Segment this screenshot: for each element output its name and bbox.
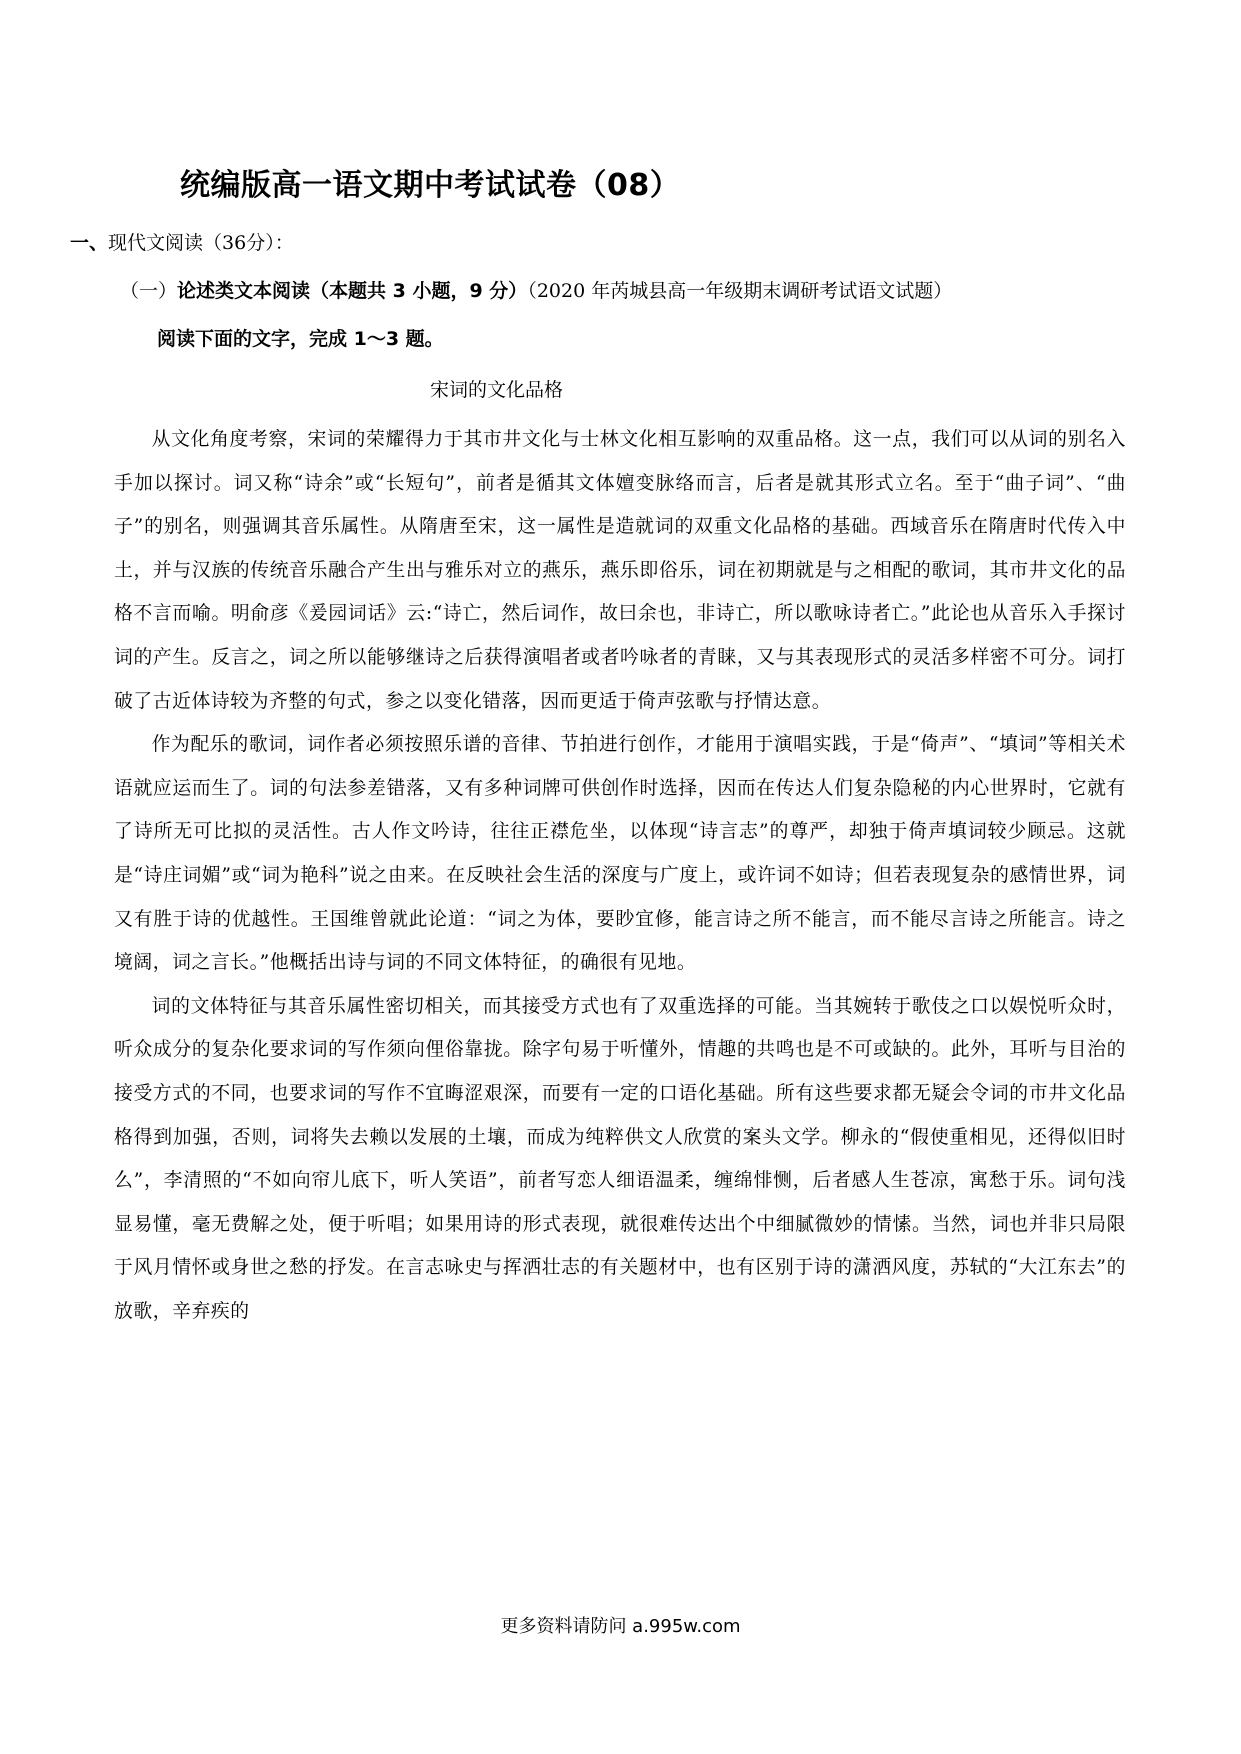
- article-paragraph: 从文化角度考察，宋词的荣耀得力于其市井文化与士林文化相互影响的双重品格。这一点，我们可以从词的别名入手加以探讨。词又称“诗余”或“长短句”，前者是循其文体嬗变脉络而言，后者是就其形式立名。至于“曲子词”、“曲子”的别名，则强调其音乐属性。从隋唐至宋，这一属性是造就词的双重文化品格的基础。西域音乐在隋唐时代传入中土，并与汉族的传统音乐融合产生出与雅乐对立的燕乐，燕乐即俗乐，词在初期就是与之相配的歌词，其市井文化的品格不言而喻。明俞彦《爰园词话》云:“诗亡，然后词作，故曰余也，非诗亡，所以歌咏诗者亡。”此论也从音乐入手探讨词的产生。反言之，词之所以能够继诗之后获得演唱者或者吟咏者的青睐，又与其表现形式的灵活多样密不可分。词打破了古近体诗较为齐整的句式，参之以变化错落，因而更适于倚声弦歌与抒情达意。: [114, 429, 1126, 712]
- reading-instruction: 阅读下面的文字，完成 1～3 题。: [157, 328, 444, 350]
- article-body: [114, 418, 1126, 1333]
- article-paragraph: 词的文体特征与其音乐属性密切相关，而其接受方式也有了双重选择的可能。当其婉转于歌伎之口以娱悦听众时，听众成分的复杂化要求词的写作须向俚俗靠拢。除字句易于听懂外，情趣的共鸣也是不可或缺的。此外，耳听与目治的接受方式的不同，也要求词的写作不宜晦涩艰深，而要有一定的口语化基础。所有这些要求都无疑会令词的市井文化品格得到加强，否则，词将失去赖以发展的土壤，而成为纯粹供文人欣赏的案头文学。柳永的“假使重相见，还得似旧时么”，李清照的“不如向帘儿底下，听人笑语”，前者写恋人细语温柔，缠绵悱恻，后者感人生苍凉，寓愁于乐。词句浅显易懂，毫无费解之处，便于听唱；如果用诗的形式表现，就很难传达出个中细腻微妙的情愫。当然，词也并非只局限于风月情怀或身世之愁的抒发。在言志咏史与挥洒壮志的有关题材中，也有区别于诗的潇洒风度，苏轼的“大江东去”的放歌，辛弃疾的: [114, 995, 1126, 1322]
- section-heading: [70, 228, 294, 255]
- subsection-source: （2020 年芮城县高一年级期末调研考试语文试题）: [527, 280, 953, 302]
- subsection-prefix: （一）: [120, 280, 178, 302]
- article-title: 宋词的文化品格: [430, 379, 564, 401]
- footer-link-text: 更多资料请防问 a.995w.com: [500, 1616, 741, 1637]
- subsection-title: 论述类文本阅读（本题共 3 小题，9 分）: [177, 280, 528, 302]
- section-number: 一、: [70, 232, 109, 254]
- section-label: 现代文阅读（36分）：: [108, 232, 294, 254]
- subsection-heading: [120, 276, 952, 303]
- page-title: 统编版高一语文期中考试试卷（08）: [180, 168, 681, 203]
- article-paragraph: 作为配乐的歌词，词作者必须按照乐谱的音律、节拍进行创作，才能用于演唱实践，于是“倚声”、“填词”等相关术语就应运而生了。词的句法参差错落，又有多种词牌可供创作时选择，因而在传达人们复杂隐秘的内心世界时，它就有了诗所无可比拟的灵活性。古人作文吟诗，往往正襟危坐，以体现“诗言志”的尊严，却独于倚声填词较少顾忌。这就是“诗庄词媚”或“词为艳科”说之由来。在反映社会生活的深度与广度上，或许词不如诗；但若表现复杂的感情世界，词又有胜于诗的优越性。王国维曾就此论道：“词之为体，要眇宜修，能言诗之所不能言，而不能尽言诗之所能言。诗之境阔，词之言长。”他概括出诗与词的不同文体特征，的确很有见地。: [114, 734, 1126, 974]
